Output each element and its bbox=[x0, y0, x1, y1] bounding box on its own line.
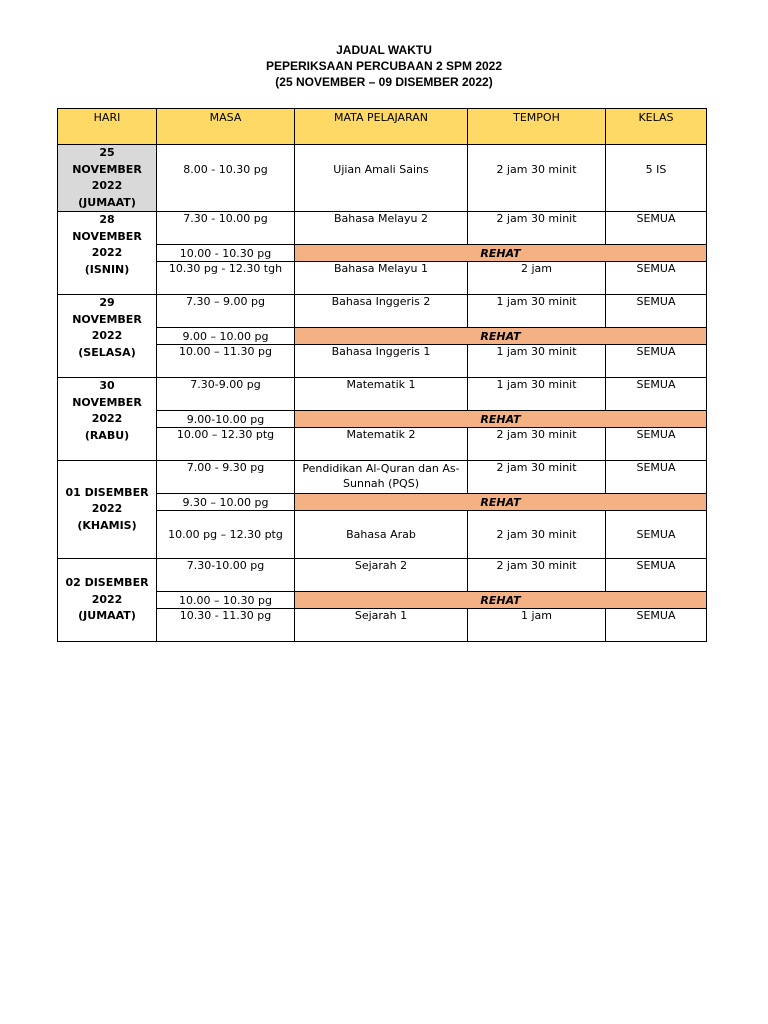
duration-cell: 1 jam 30 minit bbox=[468, 295, 606, 328]
table-row bbox=[58, 559, 707, 592]
duration-cell: 2 jam 30 minit bbox=[468, 461, 606, 494]
class-cell: SEMUA bbox=[606, 511, 707, 559]
duration-cell: 1 jam bbox=[468, 609, 606, 642]
header-mata-pelajaran: MATA PELAJARAN bbox=[295, 109, 468, 145]
day-line: NOVEMBER bbox=[72, 395, 142, 409]
class-cell: SEMUA bbox=[606, 212, 707, 245]
day-line: 02 DISEMBER bbox=[65, 576, 149, 590]
duration-cell: 2 jam 30 minit bbox=[468, 511, 606, 559]
day-line: NOVEMBER bbox=[72, 229, 142, 243]
time-cell: 9.00-10.00 pg bbox=[157, 411, 295, 428]
time-cell: 9.30 – 10.00 pg bbox=[157, 494, 295, 511]
table-row bbox=[58, 295, 707, 328]
table-row bbox=[58, 145, 707, 212]
subject-cell: Matematik 1 bbox=[295, 378, 468, 411]
time-cell: 7.30 - 10.00 pg bbox=[157, 212, 295, 245]
time-cell: 10.00 – 12.30 ptg bbox=[157, 428, 295, 461]
title-line-3: (25 NOVEMBER – 09 DISEMBER 2022) bbox=[275, 75, 493, 89]
day-line: 29 bbox=[99, 296, 115, 309]
day-line: (KHAMIS) bbox=[77, 518, 137, 532]
day-line: 28 bbox=[99, 213, 115, 226]
subject-cell: Matematik 2 bbox=[295, 428, 468, 461]
break-label: REHAT bbox=[295, 328, 707, 345]
break-label: REHAT bbox=[295, 494, 707, 511]
subject-cell: Bahasa Inggeris 1 bbox=[295, 345, 468, 378]
duration-cell: 2 jam 30 minit bbox=[468, 145, 606, 212]
subject-cell: Bahasa Arab bbox=[295, 511, 468, 559]
subject-cell: Sejarah 1 bbox=[295, 609, 468, 642]
table-row bbox=[58, 461, 707, 494]
title-line-1: JADUAL WAKTU bbox=[336, 43, 432, 57]
day-line: 30 bbox=[99, 379, 115, 392]
timetable bbox=[57, 108, 707, 642]
time-cell: 9.00 – 10.00 pg bbox=[157, 328, 295, 345]
break-label: REHAT bbox=[295, 245, 707, 262]
day-line: NOVEMBER bbox=[72, 312, 142, 326]
subject-cell: Pendidikan Al-Quran dan As-Sunnah (PQS) bbox=[295, 461, 468, 494]
header-tempoh: TEMPOH bbox=[468, 109, 606, 145]
header-kelas: KELAS bbox=[606, 109, 707, 145]
day-cell bbox=[58, 212, 157, 295]
document-title bbox=[0, 42, 768, 90]
duration-cell: 2 jam 30 minit bbox=[468, 559, 606, 592]
day-cell bbox=[58, 378, 157, 461]
day-cell bbox=[58, 145, 157, 212]
day-line: 25 bbox=[99, 146, 115, 159]
time-cell: 10.00 - 10.30 pg bbox=[157, 245, 295, 262]
table-row bbox=[58, 212, 707, 245]
duration-cell: 2 jam 30 minit bbox=[468, 212, 606, 245]
class-cell: SEMUA bbox=[606, 295, 707, 328]
header-masa: MASA bbox=[157, 109, 295, 145]
class-cell: SEMUA bbox=[606, 559, 707, 592]
class-cell: SEMUA bbox=[606, 378, 707, 411]
day-line: 2022 bbox=[91, 246, 123, 259]
day-line: 2022 bbox=[91, 502, 123, 516]
day-cell bbox=[58, 559, 157, 642]
subject-cell: Bahasa Melayu 1 bbox=[295, 262, 468, 295]
break-label: REHAT bbox=[295, 592, 707, 609]
time-cell: 7.30 – 9.00 pg bbox=[157, 295, 295, 328]
day-line: 01 DISEMBER bbox=[65, 485, 149, 499]
time-cell: 10.00 – 10.30 pg bbox=[157, 592, 295, 609]
time-cell: 8.00 - 10.30 pg bbox=[157, 145, 295, 212]
title-line-2: PEPERIKSAAN PERCUBAAN 2 SPM 2022 bbox=[265, 59, 503, 73]
day-line: 2022 bbox=[91, 412, 123, 425]
duration-cell: 1 jam 30 minit bbox=[468, 378, 606, 411]
class-cell: SEMUA bbox=[606, 428, 707, 461]
day-line: (ISNIN) bbox=[84, 262, 130, 276]
time-cell: 7.30-9.00 pg bbox=[157, 378, 295, 411]
class-cell: SEMUA bbox=[606, 262, 707, 295]
subject-cell: Ujian Amali Sains bbox=[295, 145, 468, 212]
duration-cell: 2 jam bbox=[468, 262, 606, 295]
day-cell bbox=[58, 461, 157, 559]
day-line: 2022 bbox=[91, 329, 123, 342]
time-cell: 10.30 pg - 12.30 tgh bbox=[157, 262, 295, 295]
day-line: (RABU) bbox=[84, 428, 130, 442]
class-cell: 5 IS bbox=[606, 145, 707, 212]
time-cell: 10.00 – 11.30 pg bbox=[157, 345, 295, 378]
subject-cell: Bahasa Melayu 2 bbox=[295, 212, 468, 245]
day-line: NOVEMBER bbox=[72, 162, 142, 176]
class-cell: SEMUA bbox=[606, 345, 707, 378]
day-line: 2022 bbox=[91, 179, 123, 192]
day-line: (JUMAAT) bbox=[78, 609, 136, 623]
time-cell: 10.00 pg – 12.30 ptg bbox=[157, 511, 295, 559]
class-cell: SEMUA bbox=[606, 609, 707, 642]
break-label: REHAT bbox=[295, 411, 707, 428]
header-row bbox=[58, 109, 707, 145]
day-line: 2022 bbox=[91, 592, 123, 606]
duration-cell: 2 jam 30 minit bbox=[468, 428, 606, 461]
day-line: (SELASA) bbox=[78, 345, 136, 359]
header-hari: HARI bbox=[58, 109, 157, 145]
day-cell bbox=[58, 295, 157, 378]
time-cell: 10.30 - 11.30 pg bbox=[157, 609, 295, 642]
class-cell: SEMUA bbox=[606, 461, 707, 494]
time-cell: 7.30-10.00 pg bbox=[157, 559, 295, 592]
subject-cell: Sejarah 2 bbox=[295, 559, 468, 592]
subject-cell: Bahasa Inggeris 2 bbox=[295, 295, 468, 328]
day-line: (JUMAAT) bbox=[78, 195, 136, 209]
duration-cell: 1 jam 30 minit bbox=[468, 345, 606, 378]
time-cell: 7.00 - 9.30 pg bbox=[157, 461, 295, 494]
table-row bbox=[58, 378, 707, 411]
